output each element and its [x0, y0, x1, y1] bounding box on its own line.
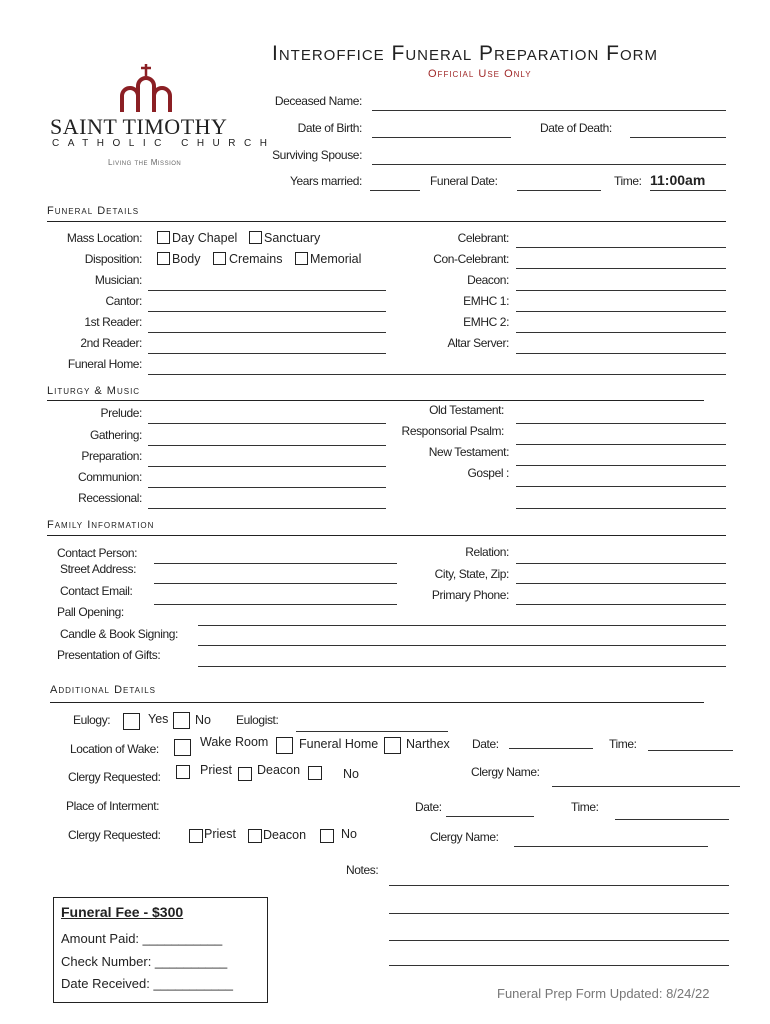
notes-line-3[interactable]	[389, 940, 729, 941]
gospel-extra-field[interactable]	[516, 508, 726, 509]
wake-priest-checkbox[interactable]	[176, 765, 190, 779]
date-of-death-label: Date of Death:	[540, 121, 612, 135]
wake-time-label: Time:	[609, 737, 637, 751]
pall-opening-field[interactable]	[198, 625, 726, 626]
time-label: Time:	[614, 174, 642, 188]
eulogy-label: Eulogy:	[73, 713, 111, 727]
wake-room-checkbox[interactable]	[174, 739, 191, 756]
funeral-details-heading: Funeral Details	[47, 205, 140, 217]
gathering-field[interactable]	[148, 445, 386, 446]
recessional-field[interactable]	[148, 508, 386, 509]
gospel-label: Gospel :	[467, 466, 509, 480]
narthex-checkbox[interactable]	[384, 737, 401, 754]
interment-priest-checkbox[interactable]	[189, 829, 203, 843]
candle-book-label: Candle & Book Signing:	[60, 627, 178, 641]
celebrant-field[interactable]	[516, 247, 726, 248]
funeral-fee-title: Funeral Fee - $300	[61, 904, 184, 920]
interment-clergy-name-label: Clergy Name:	[430, 830, 499, 844]
emhc2-label: EMHC 2:	[463, 315, 509, 329]
family-divider	[47, 535, 726, 536]
place-of-interment-label: Place of Interment:	[66, 799, 160, 813]
amount-paid-field[interactable]: Amount Paid: ___________	[61, 931, 223, 946]
relation-field[interactable]	[516, 563, 726, 564]
sanctuary-label: Sanctuary	[264, 231, 321, 245]
interment-deacon-label: Deacon	[263, 828, 307, 842]
family-heading: Family Information	[47, 519, 155, 531]
street-address-label: Street Address:	[60, 562, 137, 576]
notes-line-1[interactable]	[389, 885, 729, 886]
cremains-checkbox[interactable]	[213, 252, 226, 265]
eulogy-yes-label: Yes	[148, 712, 169, 726]
interment-time-field[interactable]	[615, 819, 729, 820]
funeral-date-field[interactable]	[517, 190, 601, 191]
relation-label: Relation:	[465, 545, 509, 559]
years-married-field[interactable]	[370, 190, 420, 191]
interment-deacon-checkbox[interactable]	[248, 829, 262, 843]
contact-email-field[interactable]	[154, 604, 397, 605]
funeral-home-checkbox[interactable]	[276, 737, 293, 754]
check-number-field[interactable]: Check Number: __________	[61, 954, 228, 969]
city-state-zip-label: City, State, Zip:	[434, 567, 509, 581]
wake-room-label: Wake Room	[200, 735, 269, 749]
wake-clergy-name-label: Clergy Name:	[471, 765, 540, 779]
eulogist-field[interactable]	[296, 731, 448, 732]
primary-phone-label: Primary Phone:	[431, 588, 509, 602]
church-motto: Living the Mission	[108, 158, 182, 167]
contact-person-label: Contact Person:	[57, 546, 138, 560]
altar-server-field[interactable]	[516, 353, 726, 354]
musician-label: Musician:	[94, 273, 142, 287]
first-reader-label: 1st Reader:	[84, 315, 142, 329]
con-celebrant-field[interactable]	[516, 268, 726, 269]
wake-time-field[interactable]	[648, 750, 733, 751]
interment-priest-label: Priest	[204, 827, 236, 841]
preparation-field[interactable]	[148, 466, 386, 467]
first-reader-field[interactable]	[148, 332, 386, 333]
narthex-label: Narthex	[406, 737, 450, 751]
deacon-label: Deacon:	[467, 273, 509, 287]
celebrant-label: Celebrant:	[457, 231, 509, 245]
second-reader-field[interactable]	[148, 353, 386, 354]
years-married-label: Years married:	[290, 174, 362, 188]
church-subtitle: CATHOLIC CHURCH	[52, 138, 276, 149]
body-label: Body	[172, 252, 201, 266]
notes-line-4[interactable]	[389, 965, 729, 966]
memorial-label: Memorial	[310, 252, 362, 266]
candle-book-field[interactable]	[198, 645, 726, 646]
surviving-spouse-label: Surviving Spouse:	[272, 148, 362, 162]
eulogist-label: Eulogist:	[236, 713, 279, 727]
notes-line-2[interactable]	[389, 913, 729, 914]
interment-no-label: No	[341, 827, 357, 841]
prelude-field[interactable]	[148, 423, 386, 424]
wake-no-checkbox[interactable]	[308, 766, 322, 780]
day-chapel-checkbox[interactable]	[157, 231, 170, 244]
wake-date-field[interactable]	[509, 748, 593, 749]
wake-deacon-checkbox[interactable]	[238, 767, 252, 781]
surviving-spouse-field[interactable]	[372, 164, 726, 165]
location-of-wake-label: Location of Wake:	[70, 742, 159, 756]
second-reader-label: 2nd Reader:	[80, 336, 142, 350]
liturgy-heading: Liturgy & Music	[47, 385, 141, 397]
interment-no-checkbox[interactable]	[320, 829, 334, 843]
gospel-field[interactable]	[516, 486, 726, 487]
date-of-birth-field[interactable]	[372, 137, 511, 138]
deceased-name-field[interactable]	[372, 110, 726, 111]
old-testament-field[interactable]	[516, 423, 726, 424]
notes-label: Notes:	[346, 863, 379, 877]
church-name: SAINT TIMOTHY	[50, 114, 228, 139]
interment-clergy-name-field[interactable]	[514, 846, 708, 847]
prelude-label: Prelude:	[100, 406, 142, 420]
pall-opening-label: Pall Opening:	[57, 605, 124, 619]
contact-email-label: Contact Email:	[60, 584, 133, 598]
funeral-date-label: Funeral Date:	[430, 174, 498, 188]
wake-deacon-label: Deacon	[257, 763, 301, 777]
date-of-death-field[interactable]	[630, 137, 726, 138]
cantor-field[interactable]	[148, 311, 386, 312]
body-checkbox[interactable]	[157, 252, 170, 265]
date-received-field[interactable]: Date Received: ___________	[61, 976, 234, 991]
wake-clergy-name-field[interactable]	[552, 786, 740, 787]
presentation-gifts-label: Presentation of Gifts:	[57, 648, 161, 662]
wake-funeral-home-label: Funeral Home	[299, 737, 379, 751]
additional-divider	[50, 702, 704, 703]
deceased-name-label: Deceased Name:	[274, 94, 362, 108]
interment-clergy-requested-label: Clergy Requested:	[68, 828, 161, 842]
new-testament-field[interactable]	[516, 465, 726, 466]
interment-date-field[interactable]	[446, 816, 534, 817]
interment-time-label: Time:	[571, 800, 599, 814]
emhc1-field[interactable]	[516, 311, 726, 312]
contact-person-field[interactable]	[154, 563, 397, 564]
date-of-birth-label: Date of Birth:	[297, 121, 362, 135]
interment-date-label: Date:	[415, 800, 442, 814]
primary-phone-field[interactable]	[516, 604, 726, 605]
funeral-details-divider	[47, 221, 726, 222]
altar-server-label: Altar Server:	[447, 336, 509, 350]
additional-heading: Additional Details	[50, 684, 156, 696]
communion-label: Communion:	[77, 470, 142, 484]
cantor-label: Cantor:	[105, 294, 142, 308]
funeral-home-field[interactable]	[148, 374, 726, 375]
gathering-label: Gathering:	[89, 428, 142, 442]
communion-field[interactable]	[148, 487, 386, 488]
wake-date-label: Date:	[472, 737, 499, 751]
wake-no-label: No	[343, 767, 359, 781]
presentation-gifts-field[interactable]	[198, 666, 726, 667]
responsorial-psalm-label: Responsorial Psalm:	[401, 424, 504, 438]
time-field[interactable]	[650, 190, 726, 191]
preparation-label: Preparation:	[81, 449, 142, 463]
musician-field[interactable]	[148, 290, 386, 291]
emhc2-field[interactable]	[516, 332, 726, 333]
city-state-zip-field[interactable]	[516, 583, 726, 584]
form-subtitle: Official Use Only	[428, 68, 532, 80]
funeral-home-label: Funeral Home:	[67, 357, 142, 371]
memorial-checkbox[interactable]	[295, 252, 308, 265]
eulogy-no-label: No	[195, 713, 211, 727]
liturgy-divider	[47, 400, 704, 401]
mass-location-label: Mass Location:	[66, 231, 142, 245]
time-value: 11:00am	[650, 172, 706, 188]
eulogy-yes-checkbox[interactable]	[123, 713, 140, 730]
old-testament-label: Old Testament:	[429, 403, 504, 417]
deacon-field[interactable]	[516, 290, 726, 291]
disposition-label: Disposition:	[84, 252, 142, 266]
con-celebrant-label: Con-Celebrant:	[433, 252, 509, 266]
wake-clergy-requested-label: Clergy Requested:	[68, 770, 161, 784]
church-logo-icon	[118, 62, 174, 114]
sanctuary-checkbox[interactable]	[249, 231, 262, 244]
cremains-label: Cremains	[229, 252, 283, 266]
new-testament-label: New Testament:	[428, 445, 509, 459]
form-updated-footer: Funeral Prep Form Updated: 8/24/22	[497, 986, 710, 1001]
emhc1-label: EMHC 1:	[463, 294, 509, 308]
wake-priest-label: Priest	[200, 763, 232, 777]
street-address-field[interactable]	[154, 583, 397, 584]
day-chapel-label: Day Chapel	[172, 231, 238, 245]
responsorial-psalm-field[interactable]	[516, 444, 726, 445]
recessional-label: Recessional:	[78, 491, 142, 505]
form-title: Interoffice Funeral Preparation Form	[272, 42, 658, 65]
eulogy-no-checkbox[interactable]	[173, 712, 190, 729]
